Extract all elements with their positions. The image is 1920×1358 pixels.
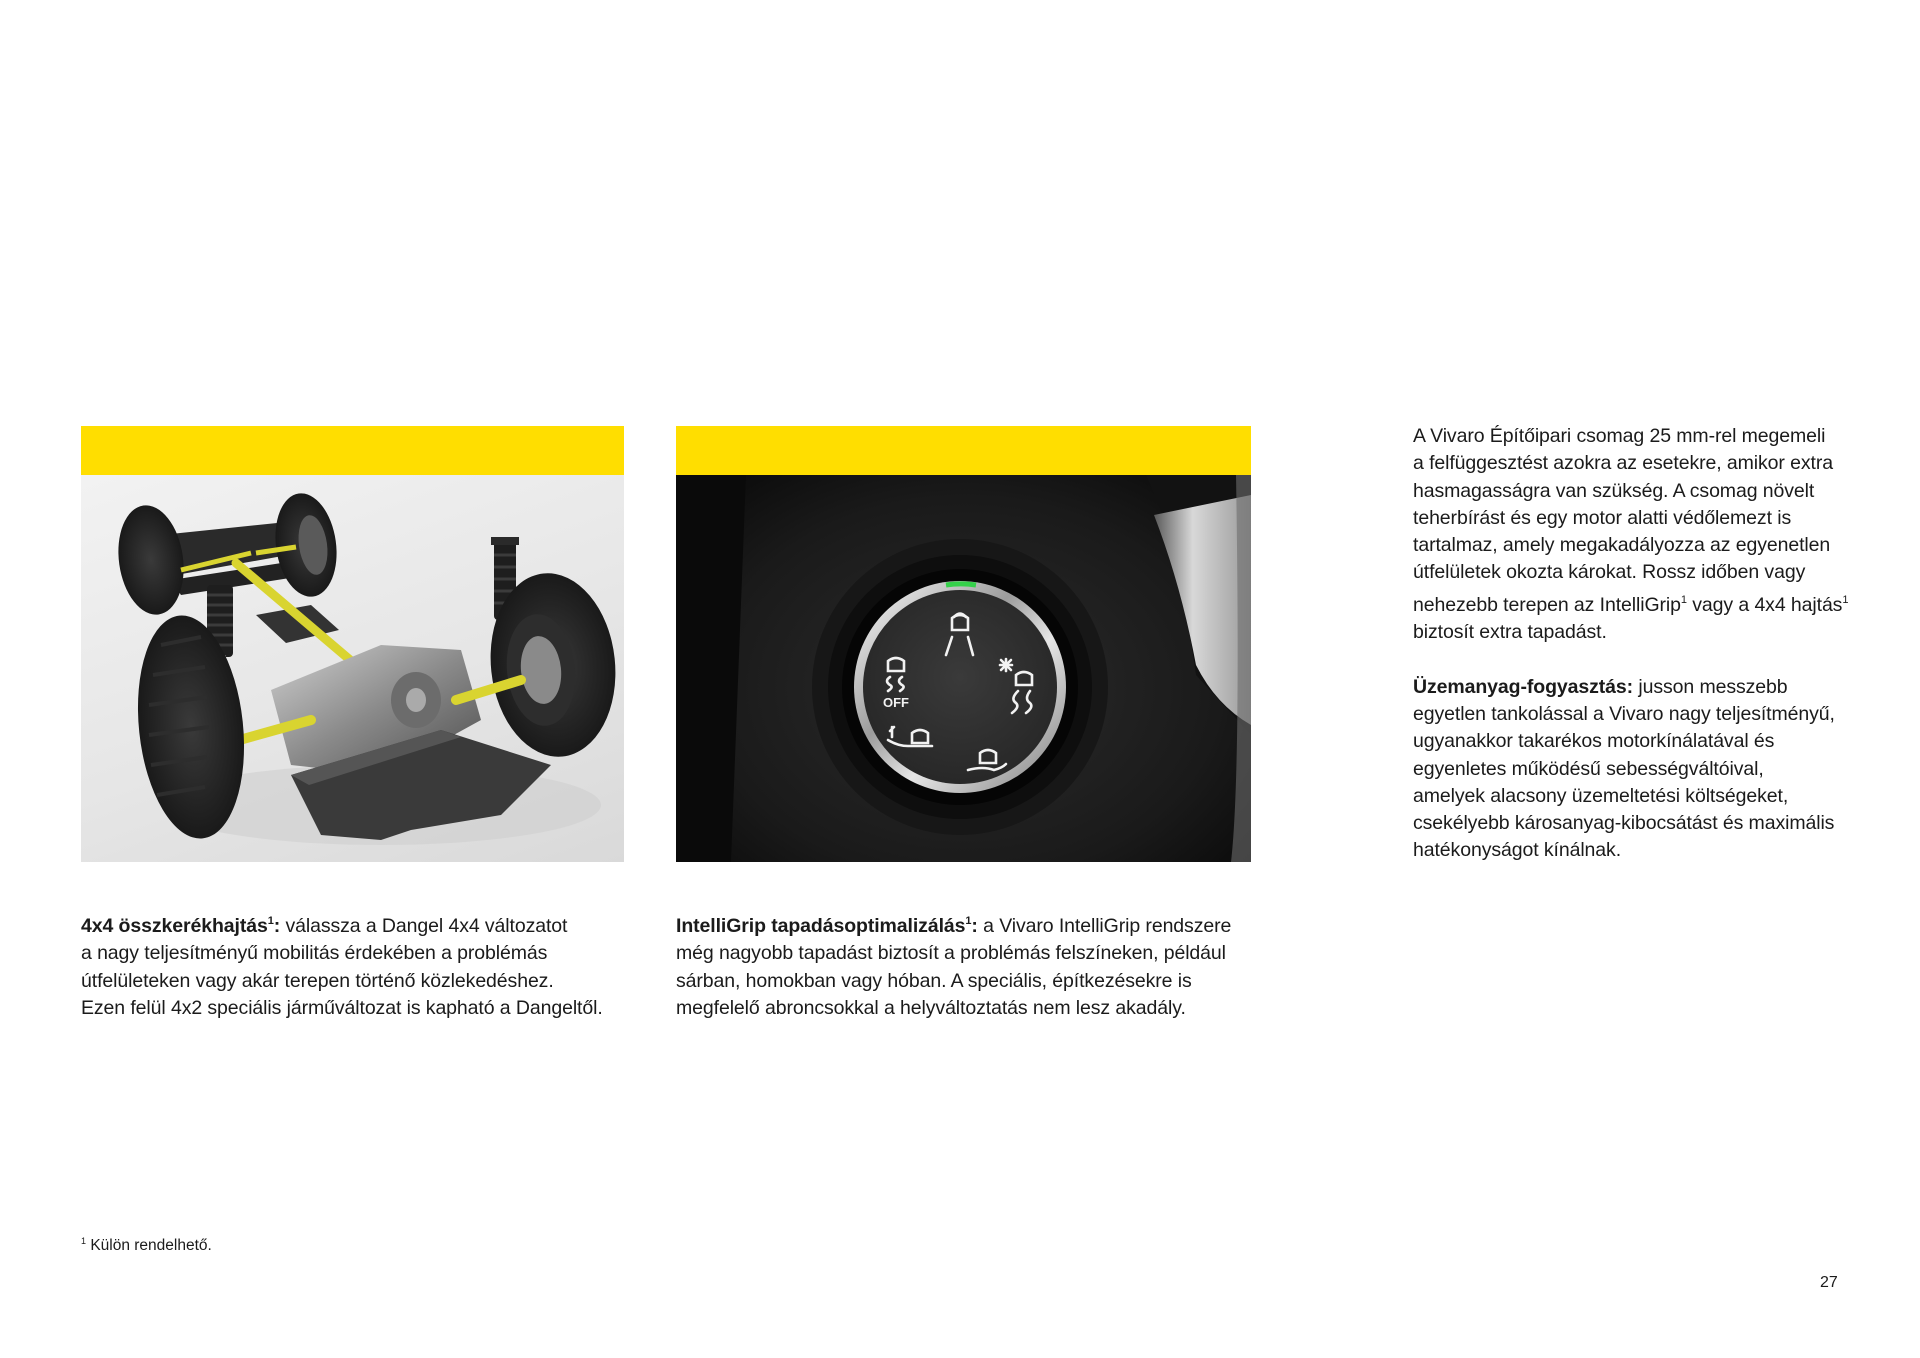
paragraph-fuel-consumption: Üzemanyag-fogyasztás: jusson messzebb egyetlen tankolással a Vivaro nagy teljesítményű, ugyanakkor takarékos motorkínálatával és egyenletes működésű sebességváltóival, amelyek alacsony üzemeltetési költségeket, csekélyebb károsanyag-kibocsátást és maximális hatékonyságot kínálnak. (1413, 675, 1835, 862)
chassis-drivetrain-icon (81, 475, 624, 862)
right-text-column (1413, 423, 1873, 892)
feature-card-intelligrip (676, 426, 1251, 862)
yellow-accent-bar (81, 426, 624, 475)
caption-title: IntelliGrip tapadásoptimalizálás$^1$: (676, 915, 978, 937)
caption-intelligrip: IntelliGrip tapadásoptimalizálás$^1$: a Vivaro IntelliGrip rendszere még nagyobb tapadást biztosít a problémás felszíneken, például sárban, homokban vagy hóban. A speciális, építkezésekre is megfelelő abroncsokkal a helyváltoztatás nem lesz akadály. (676, 915, 1232, 1019)
feature-card-4x4 (81, 426, 624, 862)
paragraph-title: Üzemanyag-fogyasztás: (1413, 675, 1634, 698)
intelligrip-knob-icon (676, 475, 1251, 862)
caption-4x4: 4x4 összkerékhajtás$^1$: válassza a Dangel 4x4 változatot a nagy teljesítményű mobilitás érdekében a problémás útfelületeken vagy akár terepen történő közlekedéshez. Ezen felül 4x2 speciális járműváltozat is kapható a Dangeltől. (81, 915, 603, 1019)
caption-title: 4x4 összkerékhajtás$^1$: (81, 915, 281, 937)
footnote: $^1$ Külön rendelhető. (81, 1236, 212, 1254)
chassis-image (81, 475, 624, 862)
paragraph-construction-package: A Vivaro Építőipari csomag 25 mm-rel megemeli a felfüggesztést azokra az esetekre, amikor extra hasmagasságra van szükség. A csomag növelt teherbírást és egy motor alatti védőlemezt is tartalmaz, amely megakadályozza az egyenetlen útfelületek okozta károkat. Rossz időben vagy nehezebb terepen az IntelliGrip$^1$ vagy a 4x4 hajtás$^1$ biztosít extra tapadást. (1413, 425, 1849, 644)
page-number: 27 (1820, 1274, 1838, 1291)
yellow-accent-bar (676, 426, 1251, 475)
off-label: OFF (883, 695, 909, 710)
intelligrip-knob-image (676, 475, 1251, 862)
